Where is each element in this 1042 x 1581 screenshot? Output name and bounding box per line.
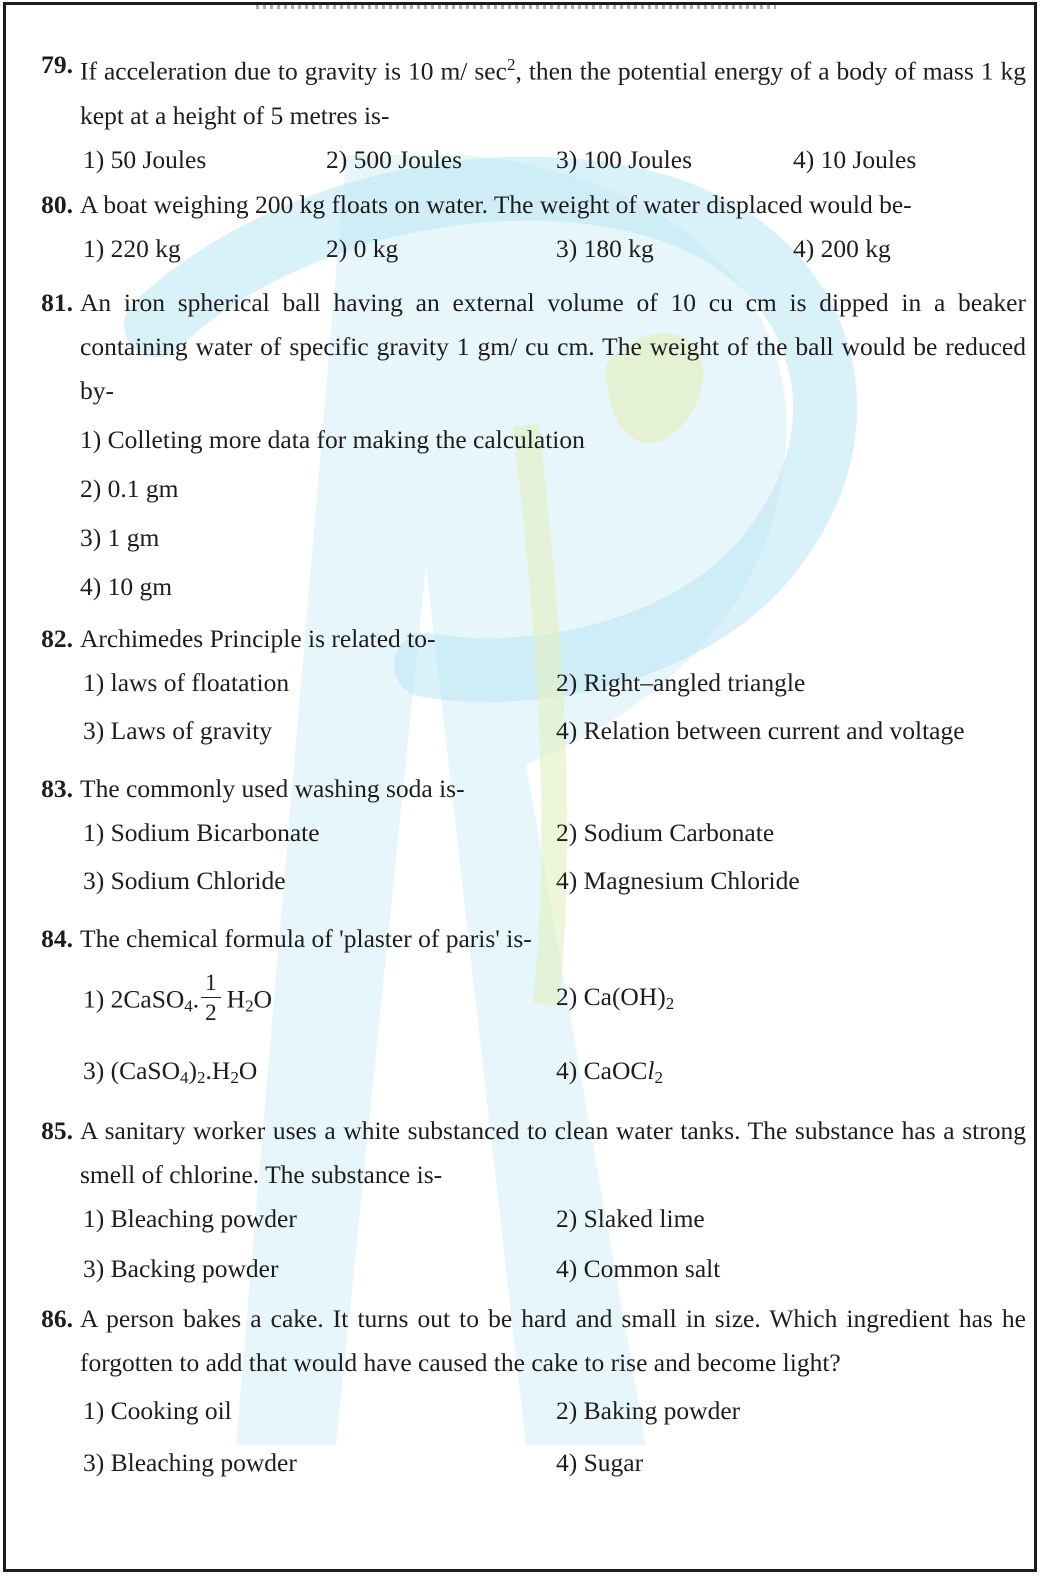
option-2[interactable]: 2) Baking powder [556,1396,741,1425]
question-82 [6,617,1026,757]
option-4[interactable]: 4) CaOCl$_2$ [556,1056,663,1087]
question-number: 84. [41,924,73,953]
options-row [6,1389,1026,1441]
question-page [3,2,1037,1572]
question-text: If acceleration due to gravity is 10 m/ $\sec^2$, then the potential energy of a body of mass 1 kg kept at a height of 5 metres is- [80,55,1026,130]
options-list [6,417,1026,613]
option-2[interactable]: 2) Sodium Carbonate [556,818,775,847]
question-80 [6,183,1026,275]
question-number: 85. [41,1116,73,1145]
option-3[interactable]: 3) Bleaching powder [83,1448,297,1477]
option-3[interactable]: 3) Laws of gravity [83,716,273,745]
question-text: A person bakes a cake. It turns out to be hard and small in size. Which ingredient has he forgotten to add that would have caused the cake to rise and become light? [80,1304,1026,1377]
question-number: 86. [41,1304,73,1333]
option-2[interactable]: 2) 500 Joules [326,144,462,174]
option-2[interactable]: 2) 0.1 gm [80,474,179,503]
options-row [6,1049,1026,1101]
options-row [6,661,1026,709]
option-4[interactable]: 4) Relation between current and voltage [556,716,965,745]
options-row [6,811,1026,859]
options-row [6,138,1026,186]
options-row [6,227,1026,275]
option-2[interactable]: 2) 0 kg [326,234,399,263]
fraction-one-half: $\frac{1}{2}$ [201,971,221,1024]
option-1[interactable]: 1) Cooking oil [83,1396,232,1425]
options-row [6,859,1026,907]
option-3[interactable]: 3) Sodium Chloride [83,866,286,895]
question-text: Archimedes Principle is related to- [80,624,436,653]
option-3[interactable]: 3) $(CaSO_4)_2.H_2O$ [83,1056,258,1087]
question-81 [6,281,1026,613]
option-2[interactable]: 2) Right–angled triangle [556,668,806,697]
options-row [6,709,1026,757]
option-1[interactable]: 1) laws of floatation [83,668,290,697]
option-3[interactable]: 3) Backing powder [83,1254,279,1283]
question-83 [6,767,1026,907]
option-4[interactable]: 4) Sugar [556,1448,644,1477]
options-row [6,1441,1026,1489]
question-number: 81. [41,288,73,317]
options-row [6,1197,1026,1247]
option-3[interactable]: 3) 180 kg [556,234,654,263]
question-85 [6,1109,1026,1295]
option-4[interactable]: 4) Common salt [556,1254,721,1283]
option-1[interactable]: 1) 2CaSO$_4$. $\frac{1}{2}$ $H_2O$ [83,970,273,1025]
question-79 [6,43,1026,186]
option-1[interactable]: 1) 220 kg [83,234,181,263]
question-number: 79. [41,50,73,79]
option-3[interactable]: 3) 1 gm [80,523,160,552]
option-1[interactable]: 1) 50 Joules [83,144,207,174]
option-2[interactable]: 2) $Ca(OH)_2$ [556,982,675,1013]
question-number: 82. [41,624,73,653]
option-1[interactable]: 1) Bleaching powder [83,1204,297,1233]
question-text: The commonly used washing soda is- [80,774,465,803]
option-3[interactable]: 3) 100 Joules [556,144,692,174]
question-text: A boat weighing 200 kg floats on water. The weight of water displaced would be- [80,190,912,219]
option-1[interactable]: 1) Sodium Bicarbonate [83,818,320,847]
option-4[interactable]: 4) Magnesium Chloride [556,866,800,895]
option-4[interactable]: 4) 10 gm [80,572,173,601]
question-number: 80. [41,190,73,219]
question-text: The chemical formula of 'plaster of paris' is- [80,924,532,953]
option-1[interactable]: 1) Colleting more data for making the calculation [80,425,585,454]
question-number: 83. [41,774,73,803]
option-2[interactable]: 2) Slaked lime [556,1204,705,1233]
option-4[interactable]: 4) 10 Joules [793,144,917,174]
question-text: An iron spherical ball having an external volume of 10 cu cm is dipped in a beaker containing water of specific gravity 1 gm/ cu cm. The weight of the ball would be reduced by- [80,288,1026,405]
question-86 [6,1297,1026,1489]
options-row [6,1247,1026,1295]
options-row [6,969,1026,1049]
question-84 [6,917,1026,1101]
question-text: A sanitary worker uses a white substanced to clean water tanks. The substance has a strong smell of chlorine. The substance is- [80,1116,1026,1189]
option-4[interactable]: 4) 200 kg [793,234,891,263]
